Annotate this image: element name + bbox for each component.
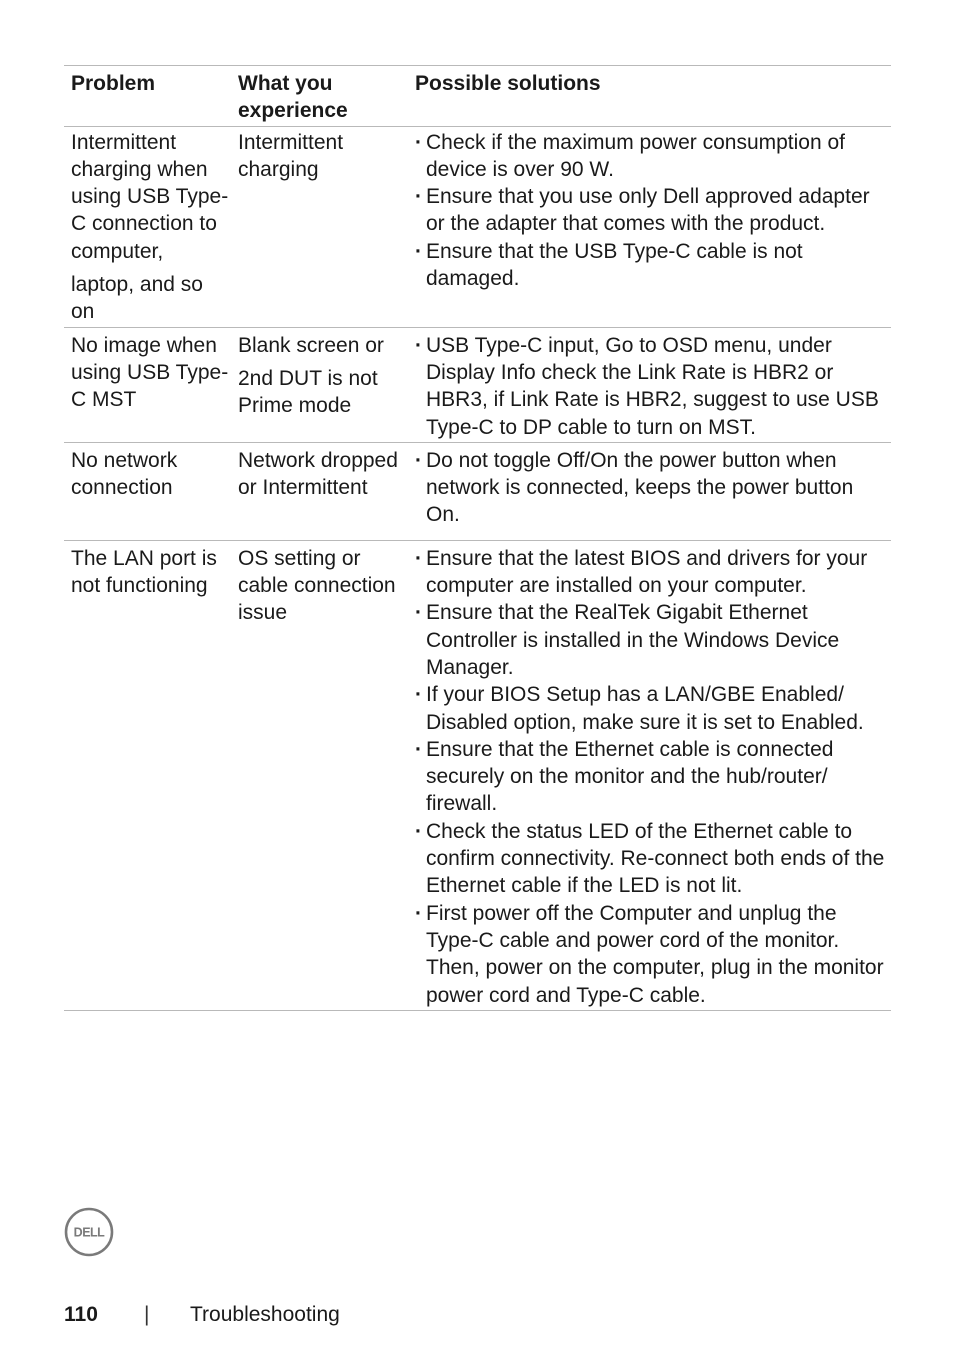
problem-text: laptop, and so on [71, 273, 203, 324]
experience-text: OS setting or cable connection issue [238, 546, 396, 625]
troubleshooting-table [64, 65, 891, 1011]
solutions-cell [409, 545, 891, 1009]
solution-item: · Check the status LED of the Ethernet cable to confirm connectivity. Re-connect both ends of the Ethernet cable if the LED is not lit. [415, 818, 887, 900]
solutions-list [415, 447, 887, 529]
dell-logo-icon [64, 1207, 114, 1257]
header-solutions: Possible solutions [415, 72, 601, 95]
header-problem: Problem [71, 72, 156, 95]
problem-cell [64, 129, 231, 326]
experience-cell [231, 129, 409, 326]
solutions-cell [409, 332, 891, 441]
solution-item: · Ensure that the USB Type-C cable is not damaged. [415, 238, 887, 293]
experience-cell [231, 545, 409, 1009]
experience-text: Intermittent charging [238, 130, 344, 181]
solution-item: · Do not toggle Off/On the power button when network is connected, keeps the power button On. [415, 447, 887, 529]
solution-item: · Ensure that the RealTek Gigabit Ethernet Controller is installed in the Windows Device Manager. [415, 599, 887, 681]
solution-item: · If your BIOS Setup has a LAN/GBE Enabled/ Disabled option, make sure it is set to Enabled. [415, 681, 887, 736]
experience-cell [231, 332, 409, 441]
problem-text: The LAN port is not functioning [71, 546, 217, 598]
table-row [64, 328, 891, 443]
solutions-list [415, 545, 887, 1009]
problem-cell [64, 332, 231, 441]
solution-item: · Ensure that you use only Dell approved adapter or the adapter that comes with the product. [415, 183, 887, 238]
solutions-cell [409, 129, 891, 326]
solutions-list [415, 332, 887, 441]
problem-text: No network connection [71, 448, 178, 500]
header-experience: What you experience [238, 72, 348, 123]
solution-item: · USB Type-C input, Go to OSD menu, under Display Info check the Link Rate is HBR2 or HBR3, if Link Rate is HBR2, suggest to use USB Type-C to DP cable to turn on MST. [415, 332, 887, 441]
problem-text: No image when using USB Type-C MST [71, 333, 229, 412]
table-row [64, 127, 891, 328]
solution-item: · Ensure that the latest BIOS and drivers for your computer are installed on your computer. [415, 545, 887, 600]
problem-cell [64, 447, 231, 529]
page-footer [64, 1300, 464, 1330]
solutions-list [415, 129, 887, 293]
table-header-row [64, 66, 891, 127]
problem-cell [64, 545, 231, 1009]
problem-text: Intermittent charging when using USB Type-C connection to computer, [71, 130, 229, 263]
table-row [64, 443, 891, 541]
solution-item: · First power off the Computer and unplug the Type-C cable and power cord of the monitor. Then, power on the computer, plug in the monitor power cord and Type-C cable. [415, 900, 887, 1009]
solution-item: · Ensure that the Ethernet cable is connected securely on the monitor and the hub/router/ firewall. [415, 736, 887, 818]
solutions-cell [409, 447, 891, 529]
solution-item: · Check if the maximum power consumption of device is over 90 W. [415, 129, 887, 184]
section-name: Troubleshooting [190, 1303, 340, 1326]
experience-text: Network dropped or Intermittent [238, 448, 398, 500]
svg-text:DELL: DELL [73, 1225, 105, 1240]
footer-separator: | [144, 1303, 150, 1326]
table-row [64, 541, 891, 1011]
experience-text: 2nd DUT is not Prime mode [238, 366, 378, 418]
page-number: 110 [64, 1303, 98, 1326]
experience-text: Blank screen or [238, 333, 384, 357]
experience-cell [231, 447, 409, 529]
